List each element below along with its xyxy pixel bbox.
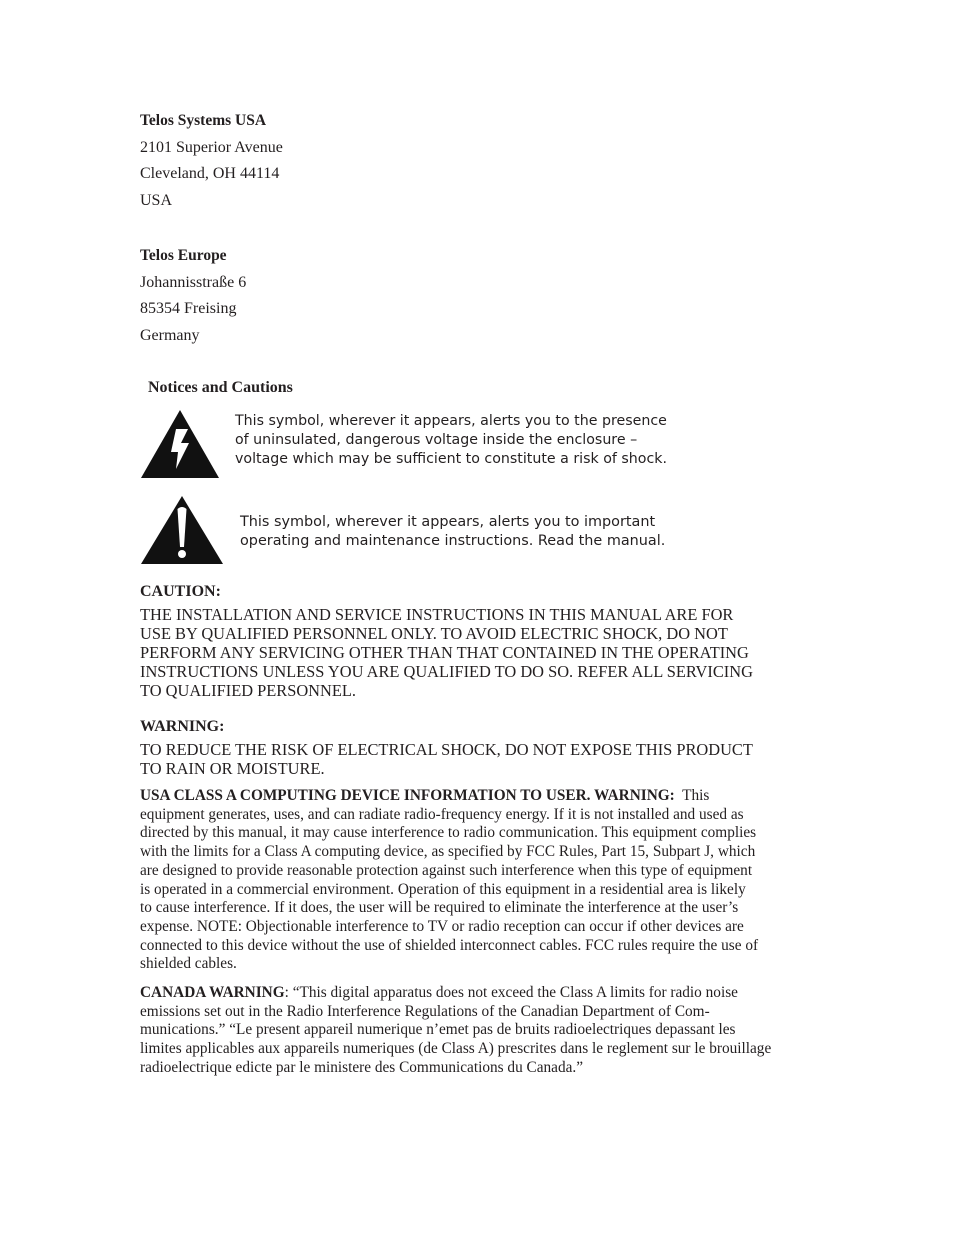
usa-class-a-paragraph: [140, 787, 812, 974]
usa-class-a-line9: connected to this device without the use of shielded interconnect cables. FCC rules require the use of: [140, 936, 759, 954]
usa-class-a-line8: expense. NOTE: Objectionable interference to TV or radio reception can occur if other devices are: [140, 917, 744, 935]
warning-heading: WARNING:: [140, 718, 225, 735]
attention-notice-line2: operating and maintenance instructions. Read the manual.: [240, 533, 666, 549]
caution-line1: THE INSTALLATION AND SERVICE INSTRUCTIONS IN THIS MANUAL ARE FOR: [140, 605, 734, 624]
canada-line3: munications.” “Le present appareil numerique n’emet pas de bruits radioelectriques depassant les: [140, 1021, 736, 1039]
usa-class-a-line5: are designed to provide reasonable protection against such interference when this type of equipment: [140, 861, 753, 879]
address-europe-line1: Johannisstraße 6: [140, 273, 247, 291]
shock-notice-line2: of uninsulated, dangerous voltage inside the enclosure –: [235, 432, 638, 448]
warning-body: [140, 740, 812, 778]
attention-notice-text: [240, 513, 665, 551]
document-page: [140, 108, 812, 1078]
address-usa-line3: USA: [140, 191, 173, 209]
caution-heading: CAUTION:: [140, 583, 221, 600]
address-usa: [140, 108, 812, 214]
caution-line5: TO QUALIFIED PERSONNEL.: [140, 681, 356, 700]
canada-line4: limites applicables aux appareils numeriques (de Class A) prescrites dans le reglement sur le brouillage: [140, 1040, 772, 1058]
electric-shock-warning-icon: [140, 409, 220, 479]
address-europe-line3: Germany: [140, 326, 200, 344]
notices-title: Notices and Cautions: [148, 379, 293, 396]
canada-line1: [140, 984, 812, 1003]
usa-class-a-line1: [140, 787, 812, 806]
address-europe-line2: 85354 Freising: [140, 300, 237, 317]
canada-line2: emissions set out in the Radio Interference Regulations of the Canadian Department of Com-: [140, 1002, 710, 1020]
caution-line3: PERFORM ANY SERVICING OTHER THAN THAT CONTAINED IN THE OPERATING: [140, 643, 749, 662]
usa-class-a-lead: USA CLASS A COMPUTING DEVICE INFORMATION TO USER. WARNING:: [140, 787, 675, 804]
canada-lead: CANADA WARNING: [140, 984, 285, 1002]
address-usa-line2: Cleveland, OH 44114: [140, 165, 280, 182]
warning-line1: TO REDUCE THE RISK OF ELECTRICAL SHOCK, DO NOT EXPOSE THIS PRODUCT: [140, 740, 753, 759]
exclamation-warning-icon: [140, 495, 224, 565]
shock-notice-text: [235, 412, 667, 469]
canada-line1-text: : “This digital apparatus does not exceed the Class A limits for radio noise: [284, 984, 738, 1002]
shock-notice-line1: This symbol, wherever it appears, alerts you to the presence: [235, 413, 667, 429]
caution-body: [140, 605, 812, 700]
canada-warning-paragraph: [140, 984, 812, 1078]
caution-line4: INSTRUCTIONS UNLESS YOU ARE QUALIFIED TO DO SO. REFER ALL SERVICING: [140, 662, 753, 681]
address-europe-name: Telos Europe: [140, 247, 227, 264]
canada-line5: radioelectrique edicte par le ministere des Communications du Canada.”: [140, 1058, 584, 1076]
usa-class-a-line3: directed by this manual, it may cause interference to radio communication. This equipment complies: [140, 824, 757, 842]
shock-notice: [140, 409, 812, 481]
usa-class-a-line2: equipment generates, uses, and can radiate radio-frequency energy. If it is not installed and used as: [140, 805, 744, 823]
usa-class-a-line1-text: This: [682, 787, 710, 804]
usa-class-a-line10: shielded cables.: [140, 955, 237, 973]
usa-class-a-line7: to cause interference. If it does, the user will be required to eliminate the interference at the user’s: [140, 899, 739, 917]
address-usa-name: Telos Systems USA: [140, 112, 267, 129]
caution-line2: USE BY QUALIFIED PERSONNEL ONLY. TO AVOID ELECTRIC SHOCK, DO NOT: [140, 624, 728, 643]
address-europe: [140, 243, 812, 349]
shock-notice-line3: voltage which may be sufficient to constitute a risk of shock.: [235, 451, 668, 467]
warning-line2: TO RAIN OR MOISTURE.: [140, 759, 325, 778]
attention-notice: [140, 495, 812, 567]
address-usa-line1: 2101 Superior Avenue: [140, 138, 283, 156]
usa-class-a-line4: with the limits for a Class A computing device, as specified by FCC Rules, Part 15, Subpart J, which: [140, 843, 756, 861]
usa-class-a-line6: is operated in a commercial environment. Operation of this equipment in a residential area is likely: [140, 880, 746, 898]
attention-notice-line1: This symbol, wherever it appears, alerts you to important: [240, 514, 656, 530]
